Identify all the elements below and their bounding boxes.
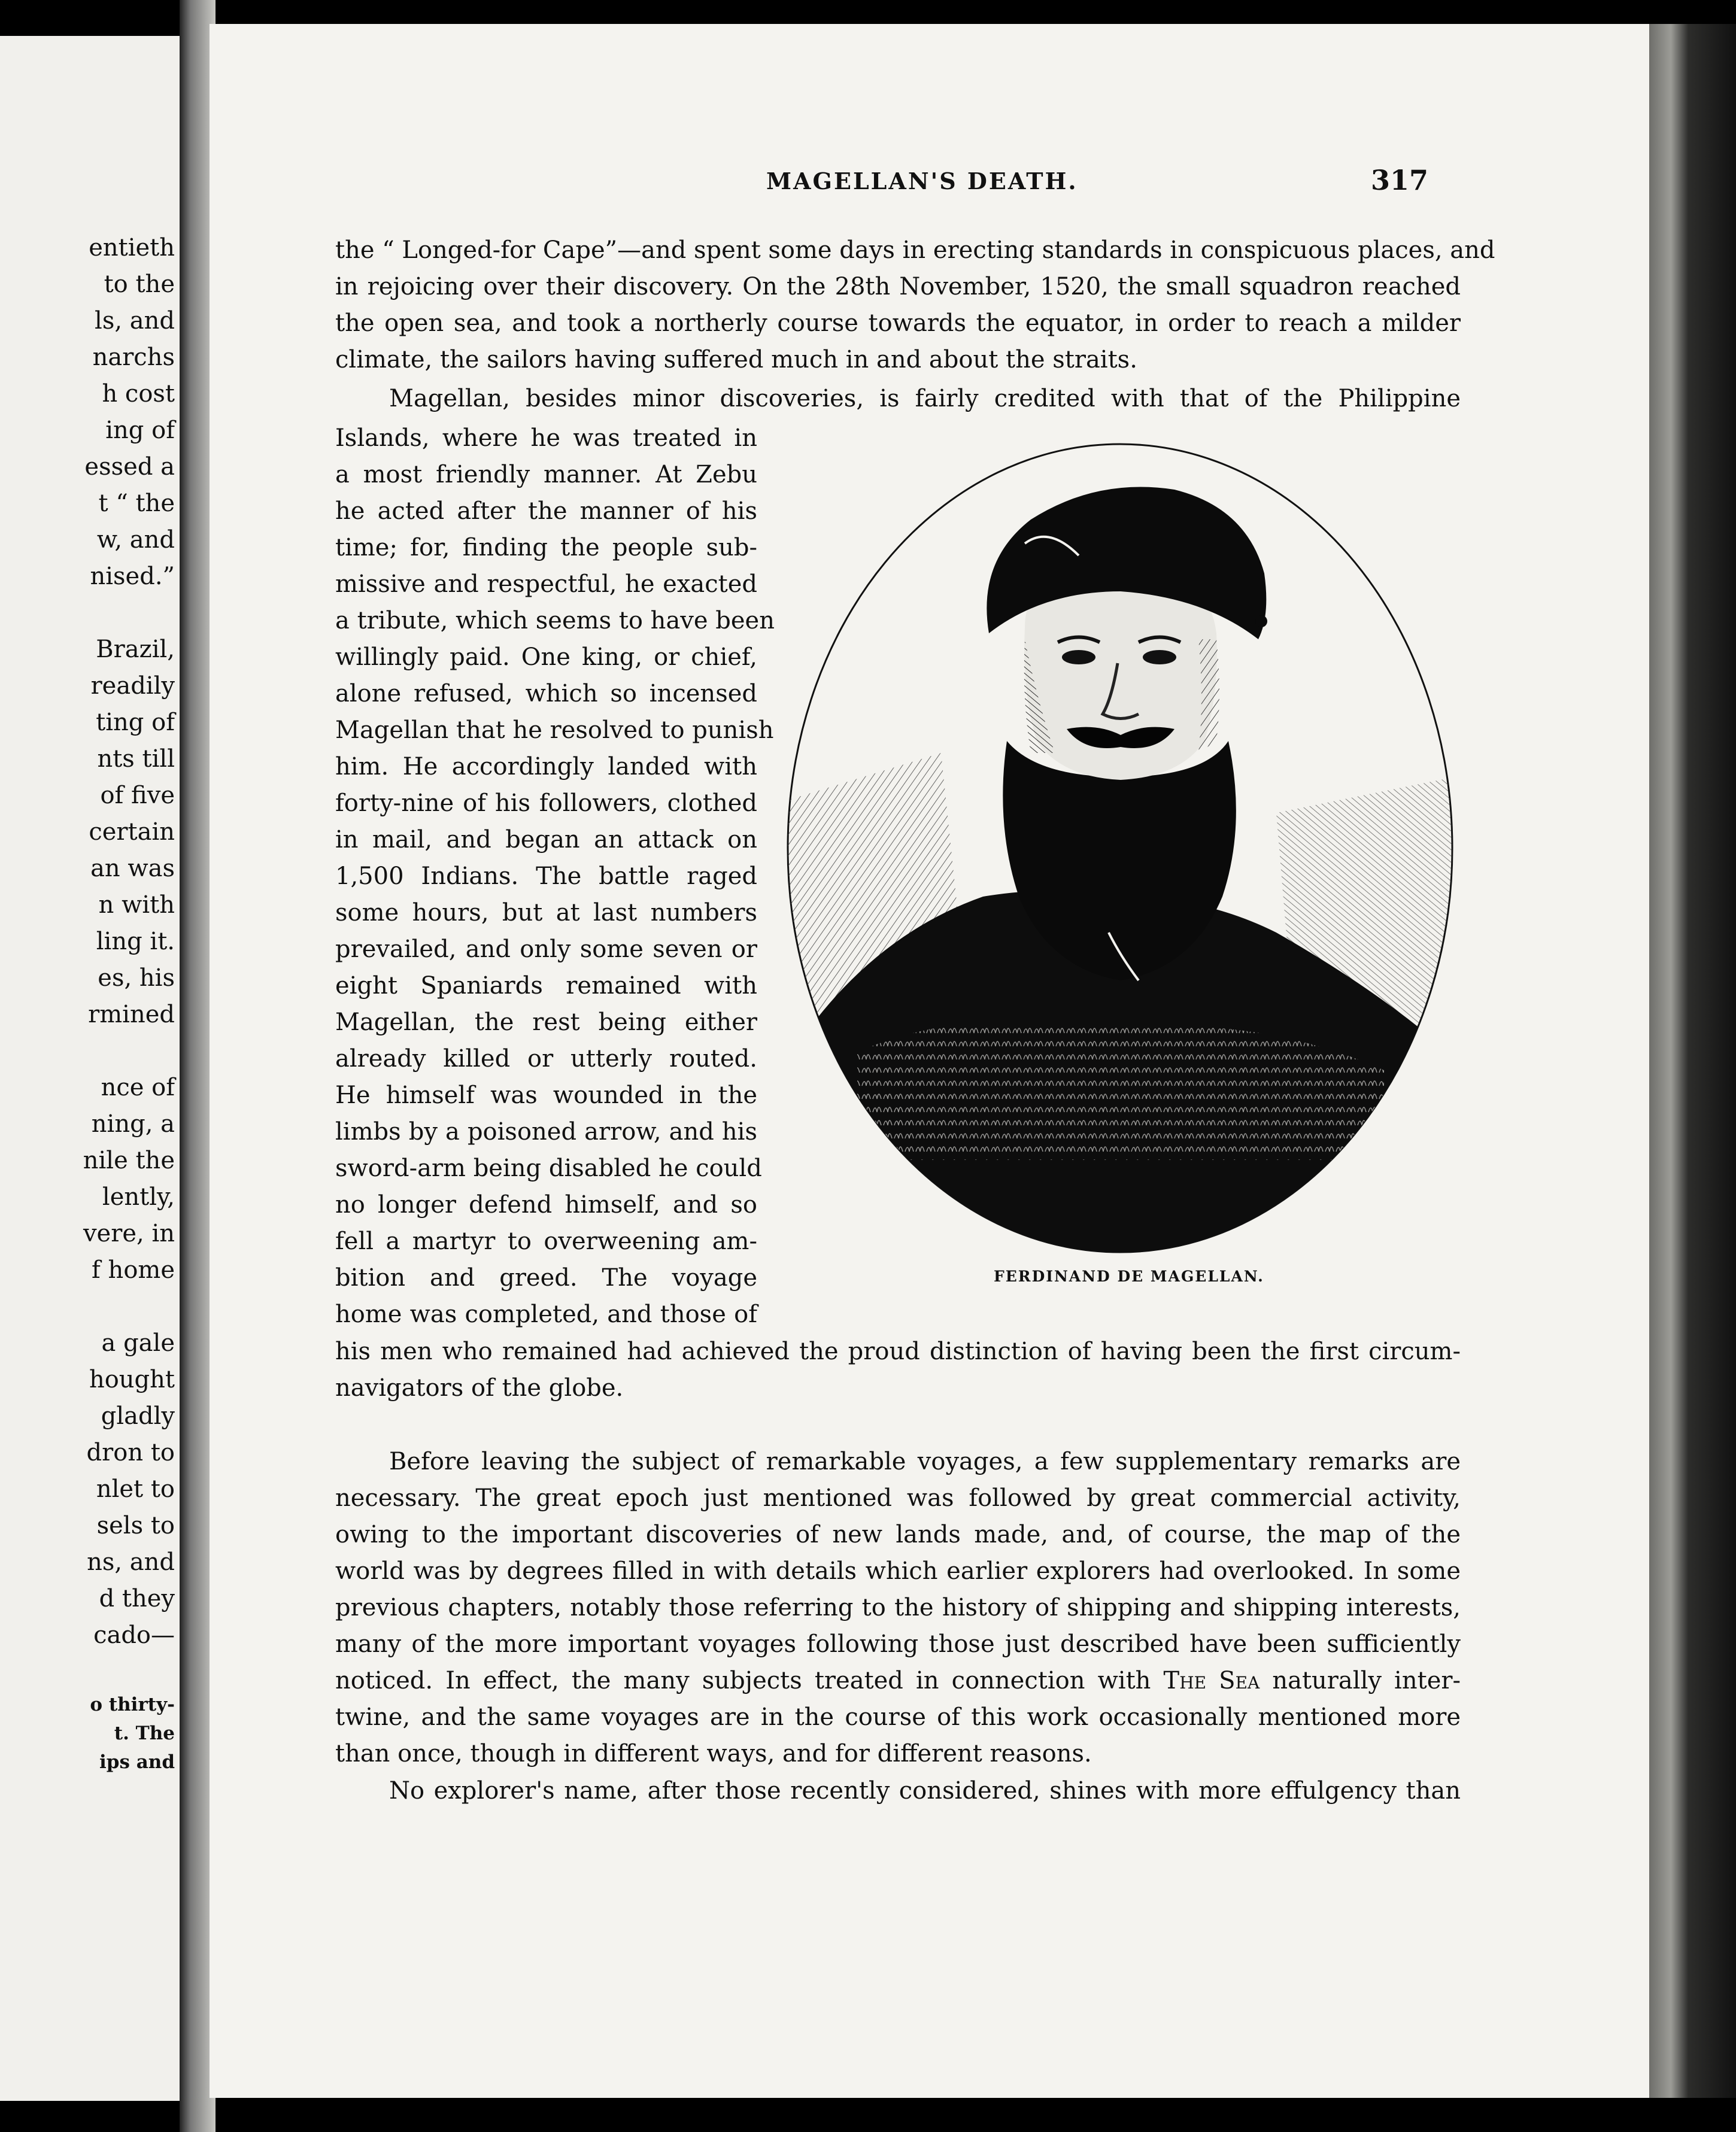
left-page-fragment-line <box>83 1033 175 1070</box>
left-page-fragment-line: narchs <box>92 344 175 371</box>
running-head: MAGELLAN'S DEATH. <box>766 168 1078 195</box>
left-page-fragment-line: d they <box>99 1585 175 1612</box>
book-title: The Sea <box>1163 1667 1260 1694</box>
left-page-fragment-line: nts till <box>97 745 175 773</box>
left-page-fragment-line: a gale <box>101 1329 175 1357</box>
paragraph-line: Magellan, besides minor discoveries, is fairly credited with that of the Philippine <box>389 385 1461 412</box>
left-page-footnote-line: o thirty- <box>90 1694 175 1715</box>
paragraph-line: sword-arm being disabled he could <box>335 1155 762 1182</box>
paragraph-line: limbs by a poisoned arrow, and his <box>335 1118 757 1146</box>
paragraph-line: fell a martyr to overweening am- <box>335 1228 757 1255</box>
left-page-fragment-line: ning, a <box>91 1110 175 1138</box>
paragraph-line: many of the more important voyages following those just described have been sufficiently <box>335 1630 1461 1658</box>
left-page-fragment-line: vere, in <box>83 1220 175 1247</box>
paragraph-line: Magellan that he resolved to punish <box>335 716 774 744</box>
left-page-fragment-line: essed a <box>84 453 175 481</box>
paragraph-2-narrow-column <box>335 420 775 1333</box>
paragraph-line: alone refused, which so incensed <box>335 680 757 707</box>
paragraph-line: Islands, where he was treated in <box>335 424 757 452</box>
left-page-fragment-line: sels to <box>96 1512 175 1539</box>
portrait-engraving <box>785 442 1455 1255</box>
paragraph-4 <box>335 1773 1461 1809</box>
left-page-fragment-line: dron to <box>86 1439 175 1466</box>
left-page-fragment-line: f home <box>92 1256 175 1284</box>
paragraph-line: previous chapters, notably those referring to the history of shipping and shipping interests, <box>335 1594 1461 1621</box>
paragraph-line: some hours, but at last numbers <box>335 899 757 927</box>
paragraph-line: than once, though in different ways, and for different reasons. <box>335 1740 1092 1767</box>
paragraph-line: his men who remained had achieved the proud distinction of having been the first circum- <box>335 1338 1461 1365</box>
portrait-illustration <box>785 442 1455 1255</box>
page-edge <box>1649 24 1736 2098</box>
paragraph-line: willingly paid. One king, or chief, <box>335 643 757 671</box>
paragraph-line: no longer defend himself, and so <box>335 1191 757 1219</box>
paragraph-line: the “ Longed-for Cape”—and spent some days in erecting standards in conspicuous places, and <box>335 236 1495 264</box>
left-page-fragment-line: nce of <box>101 1074 175 1101</box>
left-page-footnote-line: t. The <box>114 1723 175 1744</box>
left-page-fragment-line: w, and <box>96 526 175 554</box>
paragraph-line: world was by degrees filled in with details which earlier explorers had overlooked. In some <box>335 1557 1461 1585</box>
paragraph-line: home was completed, and those of <box>335 1301 757 1328</box>
left-page-fragment-line: hought <box>89 1366 175 1393</box>
paragraph-line: Magellan, the rest being either <box>335 1009 757 1036</box>
paragraph-line: bition and greed. The voyage <box>335 1264 757 1292</box>
paragraph-line: in rejoicing over their discovery. On the 28th November, 1520, the small squadron reached <box>335 273 1461 300</box>
paragraph-2-opening <box>335 381 1461 417</box>
left-page-fragment-line: cado— <box>93 1621 175 1649</box>
left-page-fragment-line: certain <box>89 818 175 846</box>
page-number: 317 <box>1371 164 1429 196</box>
paragraph-line: prevailed, and only some seven or <box>335 936 757 963</box>
paragraph-line: Before leaving the subject of remarkable voyages, a few supplementary remarks are <box>389 1448 1461 1475</box>
left-page-fragment-line: t “ the <box>98 490 175 517</box>
left-page-fragment-line: es, his <box>98 964 175 992</box>
left-page-text <box>83 230 175 1776</box>
left-page-fragment-line: ling it. <box>96 928 175 955</box>
left-page-fragment-line: nile the <box>83 1147 175 1174</box>
line-text: noticed. In effect, the many subjects treated in connection with <box>335 1667 1151 1694</box>
paragraph-3 <box>335 1444 1461 1772</box>
paragraph-line: navigators of the globe. <box>335 1374 624 1402</box>
paragraph-line: a most friendly manner. At Zebu <box>335 461 757 488</box>
left-page-fragment-line: an was <box>90 855 175 882</box>
left-page-fragment-line: n with <box>98 891 175 919</box>
left-page-fragment-line: gladly <box>101 1402 175 1430</box>
paragraph-line: the open sea, and took a northerly course towards the equator, in order to reach a milder <box>335 309 1461 337</box>
left-page-fragment-line: readily <box>90 672 175 700</box>
paragraph-line: eight Spaniards remained with <box>335 972 757 1000</box>
left-page-fragment-line: ls, and <box>95 307 175 335</box>
paragraph-line: twine, and the same voyages are in the course of this work occasionally mentioned more <box>335 1703 1461 1731</box>
paragraph-line: a tribute, which seems to have been <box>335 607 775 634</box>
left-page-fragment-line: entieth <box>89 234 175 262</box>
left-page-fragment-line: of five <box>100 782 175 809</box>
left-page-fragment-line: Brazil, <box>96 636 175 663</box>
left-page-fragment-line: to the <box>104 271 175 298</box>
paragraph-line: he acted after the manner of his <box>335 497 757 525</box>
left-page-fragment <box>0 36 180 2101</box>
left-page-fragment-line <box>83 1289 175 1325</box>
left-page-fragment-line: rmined <box>88 1001 175 1028</box>
paragraph-line: in mail, and began an attack on <box>335 826 757 854</box>
paragraph-line: forty-nine of his followers, clothed <box>335 789 757 817</box>
paragraph-line: No explorer's name, after those recently considered, shines with more effulgency than <box>389 1777 1461 1805</box>
paragraph-line: necessary. The great epoch just mentioned was followed by great commercial activity, <box>335 1484 1461 1512</box>
left-page-fragment-line: ns, and <box>87 1548 175 1576</box>
left-page-fragment-line: ing of <box>105 417 175 444</box>
paragraph-line: climate, the sailors having suffered much in and about the straits. <box>335 346 1137 373</box>
left-page-fragment-line: nised.” <box>90 563 175 590</box>
paragraph-line: missive and respectful, he exacted <box>335 570 757 598</box>
paragraph-line <box>335 1663 1461 1699</box>
paragraph-line: time; for, finding the people sub- <box>335 534 757 561</box>
left-page-fragment-line: ting of <box>96 709 175 736</box>
paragraph-line: already killed or utterly routed. <box>335 1045 757 1073</box>
left-page-fragment-line: h cost <box>102 380 175 408</box>
left-page-fragment-line: nlet to <box>96 1475 175 1503</box>
paragraph-2-tail <box>335 1334 1461 1407</box>
figure-caption: FERDINAND DE MAGELLAN. <box>994 1268 1264 1285</box>
paragraph-line: 1,500 Indians. The battle raged <box>335 862 757 890</box>
paragraph-line: owing to the important discoveries of new lands made, and, of course, the map of the <box>335 1521 1461 1548</box>
paragraph-line: He himself was wounded in the <box>335 1082 757 1109</box>
line-text: naturally inter- <box>1272 1667 1461 1694</box>
left-page-footnote-line: ips and <box>99 1751 175 1773</box>
paragraph-1 <box>335 232 1495 378</box>
left-page-fragment-line <box>83 595 175 631</box>
left-page-spacer <box>83 1654 175 1690</box>
left-page-fragment-line: lently, <box>102 1183 175 1211</box>
paragraph-line: him. He accordingly landed with <box>335 753 757 780</box>
